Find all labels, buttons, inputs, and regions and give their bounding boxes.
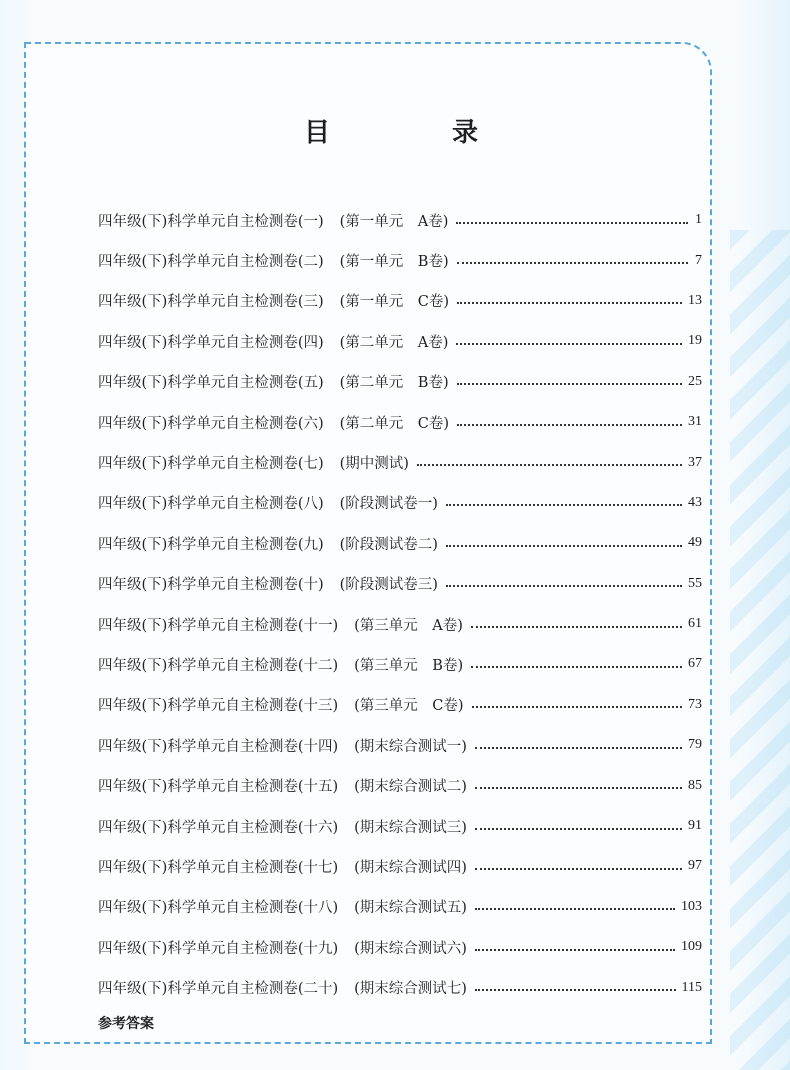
toc-entry[interactable] xyxy=(98,402,702,442)
toc-page-number: 19 xyxy=(688,333,702,349)
toc-entry-subtitle: (阶段测试卷二) xyxy=(339,536,438,553)
toc-entry[interactable] xyxy=(98,604,702,644)
toc-entry-title: 四年级(下)科学单元自主检测卷(十三) xyxy=(98,698,339,715)
toc-page-number: 43 xyxy=(688,494,702,510)
toc-page-number: 49 xyxy=(688,535,702,551)
toc-entry-subtitle: (第三单元 C卷) xyxy=(354,698,464,715)
toc-page-number: 85 xyxy=(688,777,702,793)
toc-dot-leader xyxy=(446,544,682,547)
toc-entry-subtitle: (期末综合测试三) xyxy=(354,819,467,836)
toc-entry[interactable] xyxy=(98,200,702,240)
toc-dot-leader xyxy=(475,907,675,910)
toc-entry-subtitle: (阶段测试卷三) xyxy=(339,577,438,594)
toc-dot-leader xyxy=(475,988,676,991)
toc-entry-subtitle: (第一单元 B卷) xyxy=(339,254,449,271)
toc-entry-title: 四年级(下)科学单元自主检测卷(十九) xyxy=(98,940,339,957)
toc-dot-leader xyxy=(417,463,682,466)
toc-entry-title: 四年级(下)科学单元自主检测卷(九) xyxy=(98,536,324,553)
toc-entry[interactable] xyxy=(98,685,702,725)
toc-entry-title: 四年级(下)科学单元自主检测卷(十六) xyxy=(98,819,339,836)
toc-dot-leader xyxy=(446,503,682,506)
toc-entry[interactable] xyxy=(98,523,702,563)
toc-dot-leader xyxy=(475,948,675,951)
toc-entry-title: 四年级(下)科学单元自主检测卷(十) xyxy=(98,577,324,594)
toc-entry-subtitle: (期末综合测试一) xyxy=(354,738,467,755)
toc-page-number: 79 xyxy=(688,737,702,753)
toc-dot-leader xyxy=(475,827,682,830)
toc-entry[interactable] xyxy=(98,564,702,604)
toc-entry-title: 四年级(下)科学单元自主检测卷(十七) xyxy=(98,859,339,876)
toc-dot-leader xyxy=(457,423,682,426)
toc-dot-leader xyxy=(457,382,682,385)
toc-entry-subtitle: (第一单元 C卷) xyxy=(339,294,450,311)
toc-dot-leader xyxy=(475,867,682,870)
toc-page-number: 109 xyxy=(681,939,702,955)
toc-entry-title: 四年级(下)科学单元自主检测卷(十四) xyxy=(98,738,339,755)
toc-entry[interactable] xyxy=(98,967,702,1007)
toc-entry-subtitle: (期末综合测试四) xyxy=(354,859,467,876)
toc-dot-leader xyxy=(472,705,682,708)
toc-page-number: 7 xyxy=(695,252,702,268)
toc-entry-title: 四年级(下)科学单元自主检测卷(十八) xyxy=(98,900,339,917)
toc-entry-title: 四年级(下)科学单元自主检测卷(十二) xyxy=(98,657,339,674)
toc-page-number: 115 xyxy=(681,979,702,995)
toc-entry-subtitle: (第三单元 B卷) xyxy=(354,657,464,674)
toc-entry-subtitle: (第一单元 A卷) xyxy=(339,213,449,230)
toc-entry-subtitle: (第三单元 A卷) xyxy=(354,617,463,634)
answer-key-heading: 参考答案 xyxy=(98,1016,154,1032)
toc-entry[interactable] xyxy=(98,321,702,361)
toc-page-number: 37 xyxy=(688,454,702,470)
toc-entry[interactable] xyxy=(98,442,702,482)
toc-dot-leader xyxy=(471,665,682,668)
toc-page-number: 103 xyxy=(681,898,702,914)
toc-page-number: 61 xyxy=(688,616,702,632)
toc-entry-subtitle: (第二单元 B卷) xyxy=(339,375,449,392)
toc-dot-leader xyxy=(446,584,682,587)
toc-entry[interactable] xyxy=(98,927,702,967)
toc-entry[interactable] xyxy=(98,362,702,402)
toc-page-number: 91 xyxy=(688,818,702,834)
table-of-contents xyxy=(98,200,702,1008)
toc-entry[interactable] xyxy=(98,887,702,927)
toc-entry-title: 四年级(下)科学单元自主检测卷(六) xyxy=(98,415,324,432)
toc-entry[interactable] xyxy=(98,725,702,765)
toc-page-number: 31 xyxy=(688,414,702,430)
page-title: 目 录 xyxy=(303,118,526,148)
toc-dot-leader xyxy=(457,261,688,264)
toc-dot-leader xyxy=(471,625,682,628)
toc-entry-title: 四年级(下)科学单元自主检测卷(七) xyxy=(98,456,324,473)
toc-dot-leader xyxy=(457,301,682,304)
toc-entry-title: 四年级(下)科学单元自主检测卷(三) xyxy=(98,294,324,311)
toc-page-number: 1 xyxy=(695,212,702,228)
toc-entry-subtitle: (期中测试) xyxy=(339,456,409,473)
toc-entry-title: 四年级(下)科学单元自主检测卷(二) xyxy=(98,254,324,271)
toc-entry-subtitle: (期末综合测试五) xyxy=(354,900,467,917)
toc-entry[interactable] xyxy=(98,483,702,523)
toc-page-number: 97 xyxy=(688,858,702,874)
toc-page-number: 13 xyxy=(688,292,702,308)
toc-dot-leader xyxy=(475,786,682,789)
toc-entry-title: 四年级(下)科学单元自主检测卷(十一) xyxy=(98,617,339,634)
toc-dot-leader xyxy=(456,221,688,224)
toc-entry-title: 四年级(下)科学单元自主检测卷(五) xyxy=(98,375,324,392)
toc-entry-title: 四年级(下)科学单元自主检测卷(一) xyxy=(98,213,324,230)
toc-dot-leader xyxy=(475,746,682,749)
toc-page-number: 55 xyxy=(688,575,702,591)
toc-entry-title: 四年级(下)科学单元自主检测卷(十五) xyxy=(98,779,339,796)
toc-entry[interactable] xyxy=(98,281,702,321)
toc-page-number: 67 xyxy=(688,656,702,672)
toc-entry[interactable] xyxy=(98,240,702,280)
toc-entry-subtitle: (第二单元 C卷) xyxy=(339,415,450,432)
toc-entry[interactable] xyxy=(98,644,702,684)
toc-entry[interactable] xyxy=(98,846,702,886)
toc-entry-subtitle: (期末综合测试六) xyxy=(354,940,467,957)
toc-entry-title: 四年级(下)科学单元自主检测卷(四) xyxy=(98,334,324,351)
decorative-stripes xyxy=(730,230,790,1070)
toc-entry-subtitle: (期末综合测试七) xyxy=(354,981,467,998)
toc-page-number: 73 xyxy=(688,696,702,712)
toc-dot-leader xyxy=(456,342,682,345)
toc-entry[interactable] xyxy=(98,806,702,846)
toc-entry-title: 四年级(下)科学单元自主检测卷(八) xyxy=(98,496,324,513)
toc-entry-subtitle: (阶段测试卷一) xyxy=(339,496,438,513)
toc-entry[interactable] xyxy=(98,765,702,805)
toc-page-number: 25 xyxy=(688,373,702,389)
toc-entry-subtitle: (期末综合测试二) xyxy=(354,779,467,796)
toc-entry-subtitle: (第二单元 A卷) xyxy=(339,334,449,351)
toc-entry-title: 四年级(下)科学单元自主检测卷(二十) xyxy=(98,981,339,998)
